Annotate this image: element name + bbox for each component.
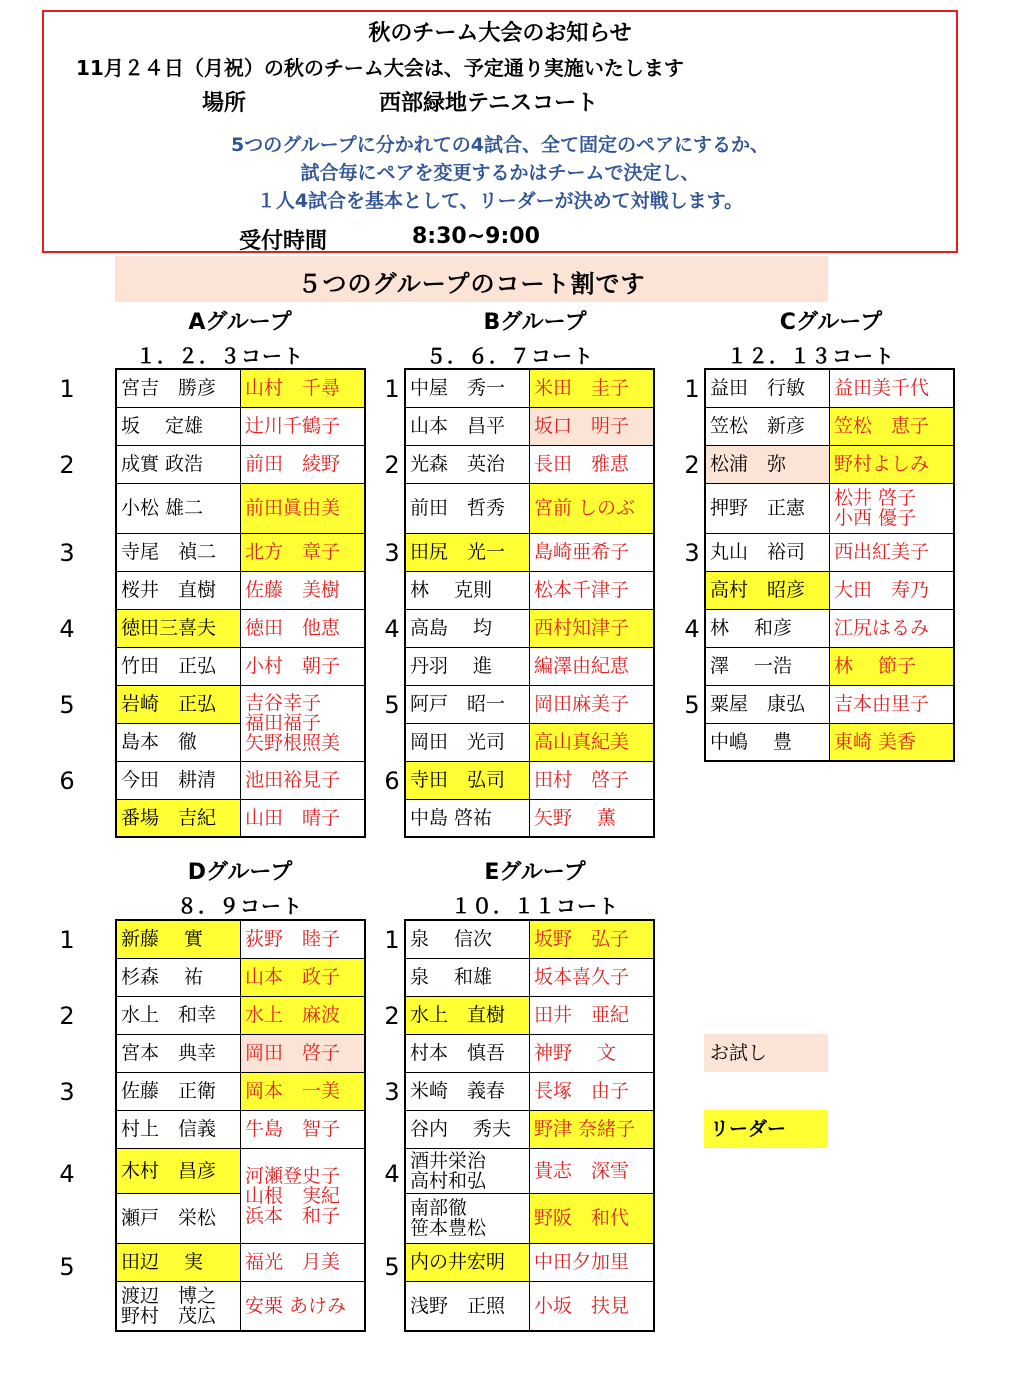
player-cell: 東崎 美香 — [830, 723, 955, 761]
info-line-1: 5つのグループに分かれての4試合、全て固定のペアにするか、 — [231, 134, 769, 156]
match-number: 4 — [384, 1160, 400, 1188]
player-cell: 米田 圭子 — [530, 369, 655, 407]
match-number: 6 — [384, 767, 400, 795]
player-cell: 神野 文 — [530, 1034, 655, 1072]
group-e-courts: １０．１１コート — [451, 894, 619, 918]
player-cell: 中嶋 豊 — [705, 723, 830, 761]
banner-text: ５つのグループのコート割です — [297, 270, 646, 298]
player-cell: 安栗 あけみ — [241, 1281, 366, 1331]
player-cell: 高山真紀美 — [530, 723, 655, 761]
player-cell: 林 節子 — [830, 647, 955, 685]
player-cell: 岡本 一美 — [241, 1072, 366, 1110]
player-cell: 池田裕見子 — [241, 761, 366, 799]
player-cell: 水上 和幸 — [116, 996, 241, 1034]
player-name: 渡辺 博之 — [121, 1284, 217, 1307]
player-name: 笹本豊松 — [410, 1217, 487, 1239]
player-cell: 光森 英治 — [405, 445, 530, 483]
player-cell: 竹田 正弘 — [116, 647, 241, 685]
player-cell: 岡田 光司 — [405, 723, 530, 761]
group-b-title: Bグループ — [483, 310, 587, 335]
player-cell: 益田美千代 — [830, 369, 955, 407]
player-cell: 押野 正憲 — [705, 483, 830, 533]
match-number: 4 — [684, 615, 700, 643]
player-cell: 山本 政子 — [241, 958, 366, 996]
match-number: 2 — [59, 1002, 75, 1030]
match-number: 5 — [59, 1253, 75, 1281]
player-name: 高村和弘 — [410, 1169, 487, 1192]
notice-box — [42, 10, 958, 253]
player-cell: 寺尾 禎二 — [116, 533, 241, 571]
player-cell: 坂 定雄 — [116, 407, 241, 445]
match-number: 2 — [684, 451, 700, 479]
player-cell-multi — [241, 685, 366, 761]
player-cell: 新藤 實 — [116, 920, 241, 958]
group-e-title: Eグループ — [484, 860, 586, 885]
player-cell: 瀬戸 栄松 — [116, 1193, 241, 1243]
player-cell: 徳田 他恵 — [241, 609, 366, 647]
player-cell: 田井 亜紀 — [530, 996, 655, 1034]
player-cell: 野村よしみ — [830, 445, 955, 483]
match-number: 4 — [59, 615, 75, 643]
player-cell: 荻野 睦子 — [241, 920, 366, 958]
player-cell: 坂野 弘子 — [530, 920, 655, 958]
court-assignment-banner — [115, 256, 828, 302]
player-cell: 大田 寿乃 — [830, 571, 955, 609]
player-cell: 丸山 裕司 — [705, 533, 830, 571]
legend-trial: お試し — [704, 1034, 828, 1072]
player-cell: 山本 昌平 — [405, 407, 530, 445]
info-line-3: １人4試合を基本として、リーダーが決めて対戦します。 — [256, 190, 744, 212]
player-cell: 松浦 弥 — [705, 445, 830, 483]
player-name: 矢野根照美 — [245, 732, 341, 754]
player-cell: 水上 麻波 — [241, 996, 366, 1034]
group-b-courts: ５．６．７コート — [426, 344, 594, 368]
info-line-2: 試合毎にペアを変更するかはチームで決定し、 — [300, 162, 700, 184]
player-cell: 田村 啓子 — [530, 761, 655, 799]
group-c-courts: １２．１３コート — [727, 344, 895, 368]
player-cell: 山村 千尋 — [241, 369, 366, 407]
reception-time: 8:30~9:00 — [412, 224, 540, 249]
player-cell: 米崎 義春 — [405, 1072, 530, 1110]
match-number: 5 — [384, 1253, 400, 1281]
player-cell-multi — [116, 1281, 241, 1331]
match-number: 4 — [384, 615, 400, 643]
match-number: 3 — [684, 539, 700, 567]
player-cell: 佐藤 美樹 — [241, 571, 366, 609]
player-cell: 中田夕加里 — [530, 1243, 655, 1281]
player-cell: 前田 哲秀 — [405, 483, 530, 533]
player-cell: 北方 章子 — [241, 533, 366, 571]
player-cell: 林 和彦 — [705, 609, 830, 647]
player-cell: 宮本 典幸 — [116, 1034, 241, 1072]
player-cell: 小松 雄二 — [116, 483, 241, 533]
player-name: 吉谷幸子 — [245, 692, 322, 714]
player-cell: 野阪 和代 — [530, 1193, 655, 1243]
player-cell: 番場 吉紀 — [116, 799, 241, 837]
player-cell: 笠松 恵子 — [830, 407, 955, 445]
legend-leader: リーダー — [704, 1110, 828, 1148]
player-cell: 浅野 正照 — [405, 1281, 530, 1331]
player-cell: 貴志 深雪 — [530, 1148, 655, 1193]
match-number: 1 — [59, 926, 75, 954]
player-cell: 村本 慎吾 — [405, 1034, 530, 1072]
player-cell-multi — [405, 1193, 530, 1243]
match-number: 1 — [384, 926, 400, 954]
player-name: 松井 啓子 — [834, 487, 917, 509]
player-cell: 谷内 秀夫 — [405, 1110, 530, 1148]
match-number: 3 — [59, 1078, 75, 1106]
player-cell: 林 克則 — [405, 571, 530, 609]
match-number: 2 — [384, 451, 400, 479]
group-a-courts: １．２．３コート — [136, 344, 304, 368]
player-cell: 岡田麻美子 — [530, 685, 655, 723]
player-cell: 牛島 智子 — [241, 1110, 366, 1148]
player-cell: 寺田 弘司 — [405, 761, 530, 799]
group-a-table — [115, 368, 366, 838]
player-cell: 野津 奈緒子 — [530, 1110, 655, 1148]
player-cell: 吉本由里子 — [830, 685, 955, 723]
match-number: 1 — [384, 375, 400, 403]
player-cell: 西村知津子 — [530, 609, 655, 647]
player-cell-multi — [241, 1148, 366, 1243]
group-b-table — [404, 368, 655, 838]
player-cell-multi — [830, 483, 955, 533]
player-cell: 辻川千鶴子 — [241, 407, 366, 445]
match-number: 6 — [59, 767, 75, 795]
player-cell: 島本 徹 — [116, 723, 241, 761]
group-a-title: Aグループ — [188, 310, 292, 335]
match-number: 4 — [59, 1160, 75, 1188]
group-c-title: Cグループ — [779, 310, 883, 335]
player-cell: 木村 昌彦 — [116, 1148, 241, 1193]
player-cell: 粟屋 康弘 — [705, 685, 830, 723]
notice-date-line: 11月２４日（月祝）の秋のチーム大会は、予定通り実施いたします — [76, 56, 684, 80]
player-cell: 泉 信次 — [405, 920, 530, 958]
group-c-table — [704, 368, 955, 762]
reception-label: 受付時間 — [239, 229, 328, 254]
place-value: 西部緑地テニスコート — [379, 91, 599, 116]
player-cell: 中島 啓祐 — [405, 799, 530, 837]
player-cell: 益田 行敏 — [705, 369, 830, 407]
player-cell: 宮前 しのぶ — [530, 483, 655, 533]
player-cell: 田辺 実 — [116, 1243, 241, 1281]
player-name: 河瀬登史子 — [245, 1164, 341, 1187]
match-number: 1 — [684, 375, 700, 403]
match-number: 3 — [384, 539, 400, 567]
match-number: 3 — [59, 539, 75, 567]
player-cell: 江尻はるみ — [830, 609, 955, 647]
player-name: 南部徹 — [410, 1197, 468, 1219]
player-cell: 笠松 新彦 — [705, 407, 830, 445]
player-cell: 内の井宏明 — [405, 1243, 530, 1281]
player-cell: 成實 政浩 — [116, 445, 241, 483]
player-cell: 矢野 薫 — [530, 799, 655, 837]
player-cell: 丹羽 進 — [405, 647, 530, 685]
player-cell: 高村 昭彦 — [705, 571, 830, 609]
group-d-courts: ８．９コート — [177, 894, 303, 918]
player-name: 福田福子 — [245, 712, 322, 734]
player-cell: 編澤由紀恵 — [530, 647, 655, 685]
match-number: 1 — [59, 375, 75, 403]
player-cell-multi — [405, 1148, 530, 1193]
notice-title: 秋のチーム大会のお知らせ — [368, 21, 632, 46]
player-name: 小西 優子 — [834, 507, 917, 529]
player-cell: 山田 晴子 — [241, 799, 366, 837]
player-cell: 杉森 祐 — [116, 958, 241, 996]
player-cell: 徳田三喜夫 — [116, 609, 241, 647]
player-name: 浜本 和子 — [245, 1204, 341, 1227]
player-cell: 泉 和雄 — [405, 958, 530, 996]
match-number: 2 — [384, 1002, 400, 1030]
player-cell: 宮吉 勝彦 — [116, 369, 241, 407]
player-cell: 福光 月美 — [241, 1243, 366, 1281]
player-cell: 長塚 由子 — [530, 1072, 655, 1110]
place-label: 場所 — [202, 91, 247, 116]
match-number: 5 — [684, 691, 700, 719]
player-cell: 澤 一浩 — [705, 647, 830, 685]
player-cell: 阿戸 昭一 — [405, 685, 530, 723]
player-cell: 今田 耕清 — [116, 761, 241, 799]
player-cell: 前田眞由美 — [241, 483, 366, 533]
player-cell: 前田 綾野 — [241, 445, 366, 483]
player-cell: 高島 均 — [405, 609, 530, 647]
player-cell: 岩崎 正弘 — [116, 685, 241, 723]
player-cell: 小坂 扶見 — [530, 1281, 655, 1331]
player-cell: 佐藤 正衛 — [116, 1072, 241, 1110]
match-number: 3 — [384, 1078, 400, 1106]
group-e-table — [404, 919, 655, 1332]
player-cell: 桜井 直樹 — [116, 571, 241, 609]
player-cell: 村上 信義 — [116, 1110, 241, 1148]
player-cell: 松本千津子 — [530, 571, 655, 609]
player-cell: 島崎亜希子 — [530, 533, 655, 571]
player-name: 山根 実紀 — [245, 1184, 341, 1207]
group-d-title: Dグループ — [187, 860, 293, 885]
match-number: 5 — [384, 691, 400, 719]
player-cell: 坂本喜久子 — [530, 958, 655, 996]
player-cell: 田尻 光一 — [405, 533, 530, 571]
player-cell: 長田 雅恵 — [530, 445, 655, 483]
player-cell: 水上 直樹 — [405, 996, 530, 1034]
player-cell: 坂口 明子 — [530, 407, 655, 445]
match-number: 5 — [59, 691, 75, 719]
player-name: 野村 茂広 — [121, 1304, 217, 1327]
player-cell: 西出紅美子 — [830, 533, 955, 571]
player-cell: 岡田 啓子 — [241, 1034, 366, 1072]
player-cell: 中屋 秀一 — [405, 369, 530, 407]
player-name: 酒井栄治 — [410, 1149, 487, 1172]
group-d-table — [115, 919, 366, 1332]
player-cell: 小村 朝子 — [241, 647, 366, 685]
match-number: 2 — [59, 451, 75, 479]
